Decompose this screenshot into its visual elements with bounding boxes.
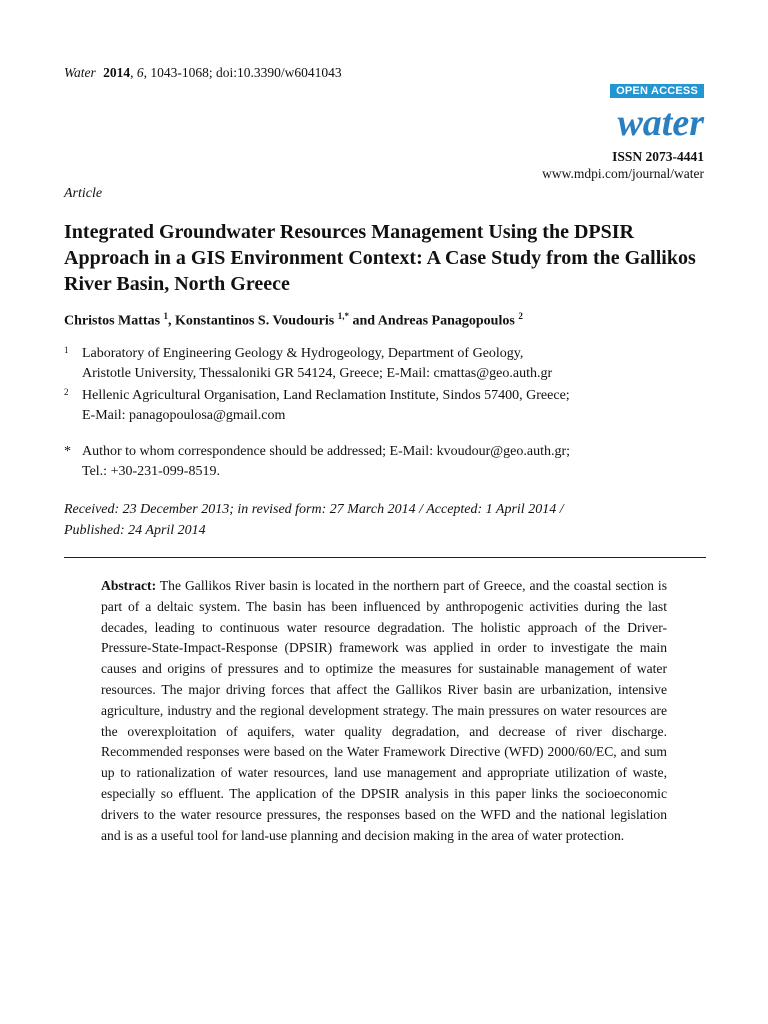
abstract-text: The Gallikos River basin is located in the northern part of Greece, and the coastal section is part of a deltaic system. The basin has been influenced by anthropogenic activities during the last decades, leading to continuous water resource degradation. The holistic approach of the Driver-Pressure-State-Impact-Response (DPSIR) framework was applied in order to investigate the main causes and origins of pressures and to optimize the measures for sustainable management of water resources. The major driving forces that affect the Gallikos River basin are urbanization, intensive agriculture, industry and the regional development strategy. The main pressures on water resources are the overexploitation of aquifers, water quality degradation, and decrease of river discharge. Recommended responses were based on the Water Framework Directive (WFD) 2000/60/EC, and sum up to rationalization of water resources, land use management and appropriate utilization of waste, especially so effluent. The application of the DPSIR analysis in this paper links the socioeconomic drivers to the water resource pressures, the responses based on the WFD and the national legislation and is as a useful tool for land-use planning and decision making in the area of water protection.	[101, 578, 667, 843]
citation-line: Water 2014, 6, 1043-1068; doi:10.3390/w6041043	[64, 65, 342, 80]
abstract	[101, 576, 667, 846]
affiliation-2	[64, 386, 662, 426]
correspondence-note	[64, 442, 662, 482]
author-name: Andreas Panagopoulos	[377, 313, 515, 329]
dates-line: Received: 23 December 2013; in revised form: 27 March 2014 / Accepted: 1 April 2014 /	[64, 502, 564, 517]
journal-url[interactable]: www.mdpi.com/journal/water	[542, 166, 704, 181]
issn: ISSN 2073-4441	[612, 149, 704, 164]
citation-journal: Water	[64, 65, 96, 80]
abstract-label: Abstract:	[101, 578, 157, 593]
author-name: Konstantinos S. Voudouris	[175, 313, 335, 329]
citation-year: 2014	[103, 65, 131, 80]
paper-title: Integrated Groundwater Resources Management Using the DPSIR Approach in a GIS Environment Context: A Case Study from the Gallikos River Basin, North Greece	[64, 221, 696, 295]
affiliation-line: Aristotle University, Thessaloniki GR 54124, Greece; E-Mail: cmattas@geo.auth.gr	[82, 366, 553, 381]
publication-dates	[64, 499, 684, 541]
affiliation-line: Hellenic Agricultural Organisation, Land Reclamation Institute, Sindos 57400, Greece;	[82, 388, 570, 403]
header-divider	[64, 557, 706, 558]
affiliation-1	[64, 344, 662, 384]
affiliation-mark: 1	[64, 345, 69, 355]
journal-logo: water	[617, 102, 704, 144]
author-affil-mark: 1	[163, 311, 169, 321]
citation-pages: , 1043-1068; doi:10.3390/w6041043	[143, 65, 342, 80]
author-name: Christos Mattas	[64, 313, 161, 329]
citation-volume: 6	[136, 65, 144, 80]
affiliation-line: E-Mail: panagopoulosa@gmail.com	[82, 408, 286, 423]
correspondence-line: Author to whom correspondence should be addressed; E-Mail: kvoudour@geo.auth.gr;	[82, 444, 571, 459]
affiliation-mark: 2	[64, 387, 69, 397]
article-type: Article	[64, 186, 103, 201]
author-affil-mark: 2	[518, 311, 523, 321]
author-list: Christos Mattas $^1$, Konstantinos S. Voudouris $^{1,*}$ and Andreas Panagopoulos $^2$	[64, 311, 523, 329]
affiliation-line: Laboratory of Engineering Geology & Hydrogeology, Department of Geology,	[82, 346, 524, 361]
dates-line: Published: 24 April 2014	[64, 523, 206, 538]
open-access-badge: OPEN ACCESS	[610, 84, 704, 98]
correspondence-line: Tel.: +30-231-099-8519.	[82, 464, 220, 479]
correspondence-mark: *	[64, 444, 71, 459]
author-affil-mark: 1,*	[337, 311, 349, 321]
